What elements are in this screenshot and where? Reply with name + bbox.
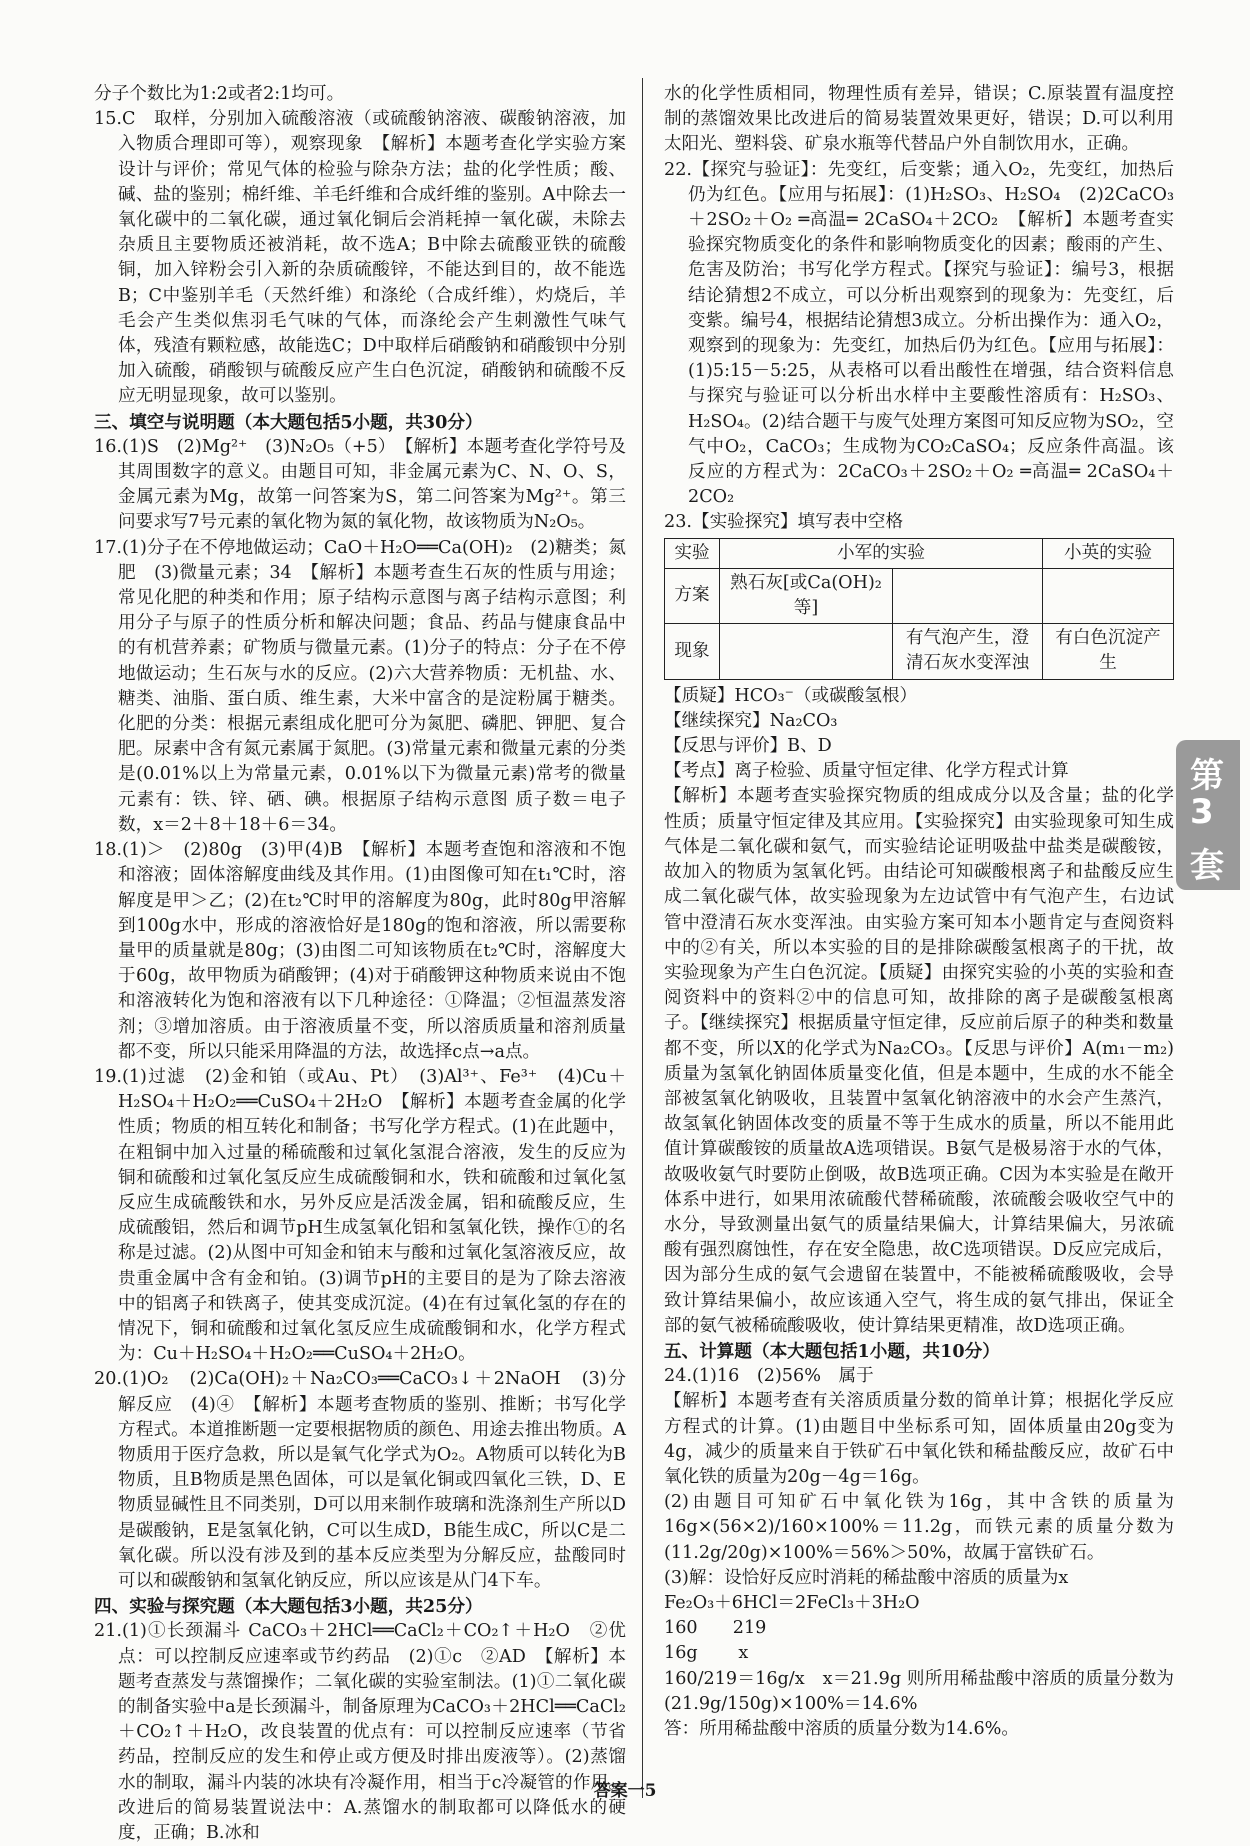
answer-paragraph: 160 219	[664, 1618, 767, 1639]
section-heading: 三、填空与说明题（本大题包括5小题，共30分）	[94, 411, 483, 433]
table-header-xiaoying: 小英的实验	[1043, 538, 1174, 568]
tab-char: 套	[1190, 846, 1224, 886]
answer-paragraph: 【解析】本题考查实验探究物质的组成成分以及含量；盐的化学性质；质量守恒定律及其应用。【实验探究】由实验现象可知生成气体是二氧化碳和氨气，而实验结论证明吸盐中盐类是碳酸铵，故加入的物质为氢氧化钙。由结论可知碳酸根离子和盐酸反应生成二氧化碳气体，故实验现象为左边试管中有气泡产生，右边试管中澄清石灰水变浑浊。由实验方案可知本小题肯定与查阅资料中的②有关，所以本实验的目的是排除碳酸氢根离子的干扰，故实验现象为产生白色沉淀。【质疑】由探究实验的小英的实验和查阅资料中的资料②中的信息可知，故排除的离子是碳酸氢根离子。【继续探究】根据质量守恒定律，反应前后原子的种类和数量都不变，所以X的化学式为Na₂CO₃。【反思与评价】A(m₁－m₂)质量为氢氧化钠固体质量变化值，但是本题中，生成的水不能全部被氢氧化钠吸收，且装置中氢氧化钠溶液中的水会产生蒸汽，故氢氧化钠固体改变的质量不等于生成水的质量，所以不能用此值计算碳酸铵的质量故A选项错误。B氨气是极易溶于水的气体，故吸收氨气时要防止倒吸，故B选项正确。C因为本实验是在敞开体系中进行，如果用浓硫酸代替稀硫酸，浓硫酸会吸收空气中的水分，导致测量出氨气的质量结果偏大，计算结果偏大，另浓硫酸有强烈腐蚀性，存在安全隐患，故C选项错误。D反应完成后，因为部分生成的氨气会遗留在装置中，不能被稀硫酸吸收，会导致计算结果偏小，故应该通入空气，将生成的氨气排出，保证全部的氨气被稀硫酸吸收，使计算结果更精准，故D选项正确。	[664, 786, 1174, 1336]
table-cell	[720, 624, 893, 679]
answer-paragraph: 21.(1)①长颈漏斗 CaCO₃＋2HCl══CaCl₂＋CO₂↑＋H₂O ②优点：可以控制反应速率或节约药品 (2)①c ②AD 【解析】本题考查蒸发与蒸馏操作；二氧化碳的实验室制法。(1)①二氧化碳的制备实验中a是长颈漏斗，制备原理为CaCO₃＋2HCl══CaCl₂＋CO₂↑＋H₂O，改良装置的优点有：可以控制反应速率（节省药品，控制反应的发生和停止或方便及时排出废液等）。(2)蒸馏水的制取，漏斗内装的冰块有冷凝作用，相当于c冷凝管的作用。改进后的简易装置说法中：A.蒸馏水的制取都可以降低水的硬度，正确；B.冰和	[94, 1621, 626, 1844]
answer-paragraph: 15.C 取样，分别加入硫酸溶液（或硫酸钠溶液、碳酸钠溶液，加入物质合理即可等），观察现象 【解析】本题考查化学实验方案设计与评价；常见气体的检验与除杂方法；盐的化学性质；酸、碱、盐的鉴别；棉纤维、羊毛纤维和合成纤维的鉴别。A中除去一氧化碳中的二氧化碳，通过氧化铜后会消耗掉一氧化碳，未除去杂质且主要物质还被消耗，故不选A；B中除去硫酸亚铁的硫酸铜，加入锌粉会引入新的杂质硫酸锌，不能达到目的，故不能选B；C中鉴别羊毛（天然纤维）和涤纶（合成纤维），灼烧后，羊毛会产生类似焦羽毛气味的气体，而涤纶会产生刺激性气味气体，残渣有颗粒感，故能选C；D中取样后硝酸钠和硝酸钡中分别加入硫酸，硝酸钡与硫酸反应产生白色沉淀，硝酸钠和硫酸不反应无明显现象，故可以鉴别。	[94, 109, 626, 407]
answer-paragraph: 20.(1)O₂ (2)Ca(OH)₂＋Na₂CO₃══CaCO₃↓＋2NaOH (3)分解反应 (4)④ 【解析】本题考查物质的鉴别、推断；书写化学方程式。本道推断题一定要根据物质的颜色、用途去推出物质。A物质用于医疗急救，所以是氧气化学式为O₂。A物质可以转化为B物质，且B物质是黑色固体，可以是氧化铜或四氧化三铁，D、E物质显碱性且不同类别，D可以用来制作玻璃和洗涤剂生产所以D是碳酸钠，E是氢氧化钠，C可以生成D，B能生成C，所以C是二氧化碳。所以没有涉及到的基本反应类型为分解反应，盐酸同时可以和碳酸钠和氢氧化钠反应，所以应该是从门4下车。	[94, 1369, 626, 1591]
answer-paragraph: 【反思与评价】B、D	[664, 736, 832, 757]
answer-paragraph: (2)由题目可知矿石中氧化铁为16g，其中含铁的质量为16g×(56×2)/160×100%＝11.2g，而铁元素的质量分数为(11.2g/20g)×100%＝56%＞50%，故属于富铁矿石。	[664, 1492, 1174, 1563]
answer-paragraph: 【质疑】HCO₃⁻（或碳酸氢根）	[664, 685, 918, 706]
table-header-experiment: 实验	[665, 538, 720, 568]
tab-number: 3	[1190, 792, 1214, 832]
table-cell: 有气泡产生，澄清石灰水变浑浊	[893, 624, 1043, 679]
answer-paragraph: 【继续探究】Na₂CO₃	[664, 710, 838, 731]
table-cell	[893, 568, 1043, 623]
answer-paragraph: 【考点】离子检验、质量守恒定律、化学方程式计算	[664, 761, 1069, 782]
answer-paragraph: 17.(1)分子在不停地做运动；CaO＋H₂O══Ca(OH)₂ (2)糖类；氮肥 (3)微量元素；34 【解析】本题考查生石灰的性质与用途；常见化肥的种类和作用；原子结构示意图与离子结构示意图；利用分子与原子的性质分析和解决问题；食品、药品与健康食品中的有机营养素；矿物质与微量元素。(1)分子的特点：分子在不停地做运动；生石灰与水的反应。(2)六大营养物质：无机盐、水、糖类、油脂、蛋白质、维生素，大米中富含的是淀粉属于糖类。化肥的分类：根据元素组成化肥可分为氮肥、磷肥、钾肥、复合肥。尿素中含有氮元素属于氮肥。(3)常量元素和微量元素的分类是(0.01%以上为常量元素，0.01%以下为微量元素)常考的微量元素有：铁、锌、硒、碘。根据原子结构示意图 质子数＝电子数，x＝2＋8＋18＋6＝34。	[94, 537, 626, 835]
answer-paragraph: 16.(1)S (2)Mg²⁺ (3)N₂O₅（+5） 【解析】本题考查化学符号及其周围数字的意义。由题目可知，非金属元素为C、N、O、S，金属元素为Mg，故第一问答案为S，第二问答案为Mg²⁺。第三问要求写7号元素的氧化物为氮的氧化物，故该物质为N₂O₅。	[94, 436, 626, 533]
section-heading: 四、实验与探究题（本大题包括3小题，共25分）	[94, 1596, 483, 1618]
set-number-tab	[1176, 740, 1240, 890]
table-row-label-phenomenon: 现象	[665, 624, 720, 679]
answer-paragraph: 22.【探究与验证】：先变红，后变紫；通入O₂，先变红，加热后仍为红色。【应用与拓展】：(1)H₂SO₃、H₂SO₄ (2)2CaCO₃＋2SO₂＋O₂ ═高温═ 2CaSO₄＋2CO₂ 【解析】本题考查实验探究物质变化的条件和影响物质变化的因素；酸雨的产生、危害及防治；书写化学方程式。【探究与验证】：编号3，根据结论猜想2不成立，可以分析出观察到的现象为：先变红，后变紫。编号4，根据结论猜想3成立。分析出操作为：通入O₂，观察到的现象为：先变红，加热后仍为红色。【应用与拓展】：(1)5:15－5:25，从表格可以看出酸性在增强，结合资料信息与探究与验证可以分析出水样中主要酸性溶质有：H₂SO₃、H₂SO₄。(2)结合题干与废气处理方案图可知反应物为SO₂，空气中O₂，CaCO₃；生成物为CO₂CaSO₄；反应条件高温。该反应的方程式为：2CaCO₃＋2SO₂＋O₂ ═高温═ 2CaSO₄＋2CO₂	[664, 159, 1174, 508]
tab-char: 第	[1190, 756, 1224, 796]
answer-paragraph: Fe₂O₃＋6HCl＝2FeCl₃＋3H₂O	[664, 1592, 920, 1613]
table-row-label-plan: 方案	[665, 568, 720, 623]
answer-paragraph: 16g x	[664, 1643, 749, 1664]
page-footer: 答案一5	[593, 1781, 657, 1801]
answer-paragraph: 160/219＝16g/x x＝21.9g 则所用稀盐酸中溶质的质量分数为(21.9g/150g)×100%＝14.6%	[664, 1668, 1174, 1714]
answer-paragraph: 水的化学性质相同，物理性质有差异，错误；C.原装置有温度控制的蒸馏效果比改进后的简易装置效果更好，错误；D.可以利用太阳光、塑料袋、矿泉水瓶等代替品户外自制饮用水，正确。	[664, 84, 1174, 155]
table-header-xiaojun: 小军的实验	[720, 538, 1043, 568]
answer-paragraph: 18.(1)＞ (2)80g (3)甲(4)B 【解析】本题考查饱和溶液和不饱和溶液；固体溶解度曲线及其作用。(1)由图像可知在t₁℃时，溶解度是甲＞乙；(2)在t₂℃时甲的溶解度为80g，此时80g甲溶解到100g水中，形成的溶液恰好是180g的饱和溶液，所以需要称量甲的质量就是80g；(3)由图二可知该物质在t₂℃时，溶解度大于60g，故甲物质为硝酸钾；(4)对于硝酸钾这种物质来说由不饱和溶液转化为饱和溶液有以下几种途径：①降温；②恒温蒸发溶剂；③增加溶质。由于溶液质量不变，所以溶质质量和溶剂质量都不变，所以只能采用降温的方法，故选择c点→a点。	[94, 840, 626, 1062]
section-heading: 五、计算题（本大题包括1小题，共10分）	[664, 1340, 1000, 1362]
left-column	[94, 82, 626, 1846]
column-divider	[642, 78, 643, 1798]
table-cell	[1043, 568, 1174, 623]
experiment-table	[664, 538, 1174, 680]
table-cell: 熟石灰[或Ca(OH)₂等]	[720, 568, 893, 623]
answer-paragraph: 分子个数比为1:2或者2:1均可。	[94, 84, 345, 104]
answer-paragraph: 23.【实验探究】填写表中空格	[664, 512, 904, 533]
answer-paragraph: 答：所用稀盐酸中溶质的质量分数为14.6%。	[664, 1719, 1019, 1739]
answer-paragraph: (3)解：设恰好反应时消耗的稀盐酸中溶质的质量为x	[664, 1567, 1069, 1588]
answer-paragraph: 24.(1)16 (2)56% 属于	[664, 1366, 874, 1387]
right-column	[664, 82, 1174, 1742]
answer-paragraph: 19.(1)过滤 (2)金和铂（或Au、Pt） (3)Al³⁺、Fe³⁺ (4)Cu＋H₂SO₄＋H₂O₂══CuSO₄＋2H₂O 【解析】本题考查金属的化学性质；物质的相互转化和制备；书写化学方程式。(1)在此题中，在粗铜中加入过量的稀硫酸和过氧化氢混合溶液，发生的反应为铜和硫酸和过氧化氢反应生成硫酸铜和水，铁和硫酸和过氧化氢反应生成硫酸铁和水，另外反应是活泼金属，铝和硫酸反应，生成硫酸铝，然后和调节pH生成氢氧化铝和氢氧化铁，操作①的名称是过滤。(2)从图中可知金和铂末与酸和过氧化氢溶液反应，故贵重金属中含有金和铂。(3)调节pH的主要目的是为了除去溶液中的铝离子和铁离子，使其变成沉淀。(4)在有过氧化氢的存在的情况下，铜和硫酸和过氧化氢反应生成硫酸铜和水，化学方程式为：Cu＋H₂SO₄＋H₂O₂══CuSO₄＋2H₂O。	[94, 1066, 626, 1365]
table-cell: 有白色沉淀产生	[1043, 624, 1174, 679]
answer-paragraph: 【解析】本题考查有关溶质质量分数的简单计算；根据化学反应方程式的计算。(1)由题目中坐标系可知，固体质量由20g变为4g，减少的质量来自于铁矿石中氧化铁和稀盐酸反应，故矿石中氧化铁的质量为20g－4g＝16g。	[664, 1391, 1174, 1487]
